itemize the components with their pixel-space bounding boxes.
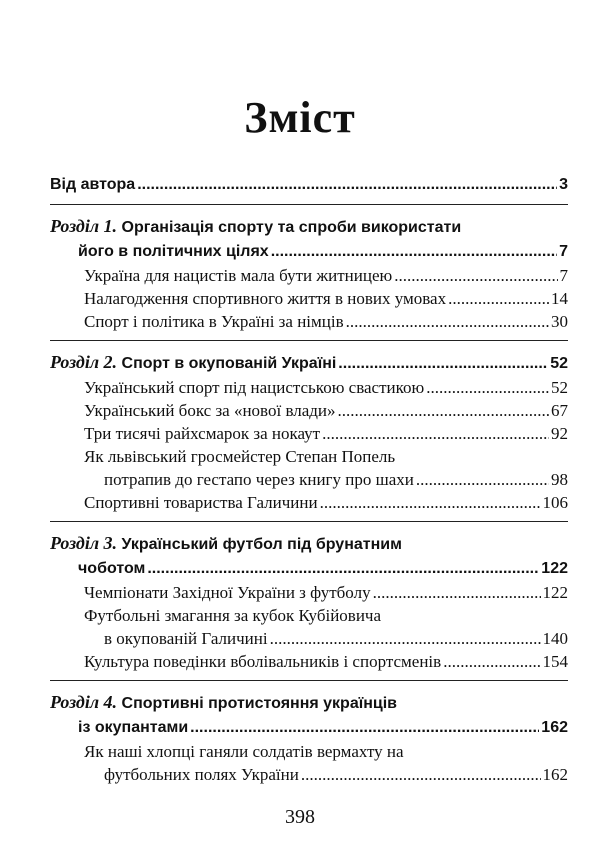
leader-dots — [271, 240, 557, 264]
leader-dots — [338, 399, 549, 422]
entry-label-continued: потрапив до гестапо через книгу про шахи — [104, 470, 414, 489]
chapter-number: Розділ 4. — [50, 692, 118, 712]
toc-chapter-1[interactable] — [50, 214, 568, 333]
entry-label-continued: футбольних полях України — [104, 765, 299, 784]
chapter-number: Розділ 1. — [50, 216, 118, 236]
leader-dots — [301, 763, 541, 786]
entry-label: Культура поведінки вболівальників і спортсменів — [84, 652, 442, 671]
entry-page: 106 — [542, 493, 568, 512]
chapter-number: Розділ 2. — [50, 352, 118, 372]
chapter-page: 7 — [559, 243, 568, 260]
chapter-page: 52 — [550, 355, 568, 372]
entry-label: Налагодження спортивного життя в нових умовах — [84, 289, 447, 308]
leader-dots — [426, 376, 549, 399]
toc-entry[interactable] — [84, 264, 568, 287]
divider — [50, 340, 568, 341]
toc-entry[interactable] — [84, 604, 568, 650]
entry-label: Як львівський гросмейстер Степан Попель — [84, 447, 396, 466]
toc-entry[interactable] — [84, 287, 568, 310]
entry-label: Чемпіонати Західної України з футболу — [84, 583, 371, 602]
chapter-title-line1: Спорт в окупованій Україні — [121, 355, 337, 372]
entry-page: 92 — [551, 424, 568, 443]
entry-page: 30 — [551, 312, 568, 331]
entry-label: Три тисячі райхсмарок за нокаут — [84, 424, 321, 443]
toc-chapter-3[interactable] — [50, 531, 568, 673]
leader-dots — [147, 557, 539, 581]
leader-dots — [270, 627, 541, 650]
entry-page: 14 — [551, 289, 568, 308]
toc-entry[interactable] — [84, 376, 568, 399]
entry-page: 122 — [542, 583, 568, 602]
toc-entry[interactable] — [84, 422, 568, 445]
leader-dots — [448, 287, 549, 310]
table-of-contents — [50, 173, 568, 786]
entry-page: 140 — [542, 629, 568, 648]
toc-intro-label: Від автора — [50, 176, 136, 193]
leader-dots — [443, 650, 540, 673]
chapter-page: 162 — [541, 719, 568, 736]
leader-dots — [416, 468, 549, 491]
leader-dots — [346, 310, 549, 333]
leader-dots — [190, 716, 539, 740]
entry-page: 7 — [559, 266, 568, 285]
toc-chapter-2[interactable] — [50, 350, 568, 514]
toc-entry[interactable] — [84, 399, 568, 422]
entry-label: Як наші хлопці ганяли солдатів вермахту на — [84, 742, 404, 761]
toc-intro[interactable] — [50, 173, 568, 197]
leader-dots — [338, 352, 548, 376]
entry-page: 67 — [551, 401, 568, 420]
chapter-title-line2: чоботом — [78, 560, 146, 577]
entry-page: 52 — [551, 378, 568, 397]
chapter-title-line2: його в політичних цілях — [78, 243, 269, 260]
leader-dots — [373, 581, 541, 604]
entry-label: Український бокс за «нової влади» — [84, 401, 336, 420]
divider — [50, 204, 568, 205]
entry-label: Спортивні товариства Галичини — [84, 493, 318, 512]
entry-label: Футбольні змагання за кубок Кубійовича — [84, 606, 382, 625]
page-title: Зміст — [244, 93, 356, 142]
leader-dots — [320, 491, 541, 514]
leader-dots — [322, 422, 549, 445]
entry-label: Спорт і політика в Україні за німців — [84, 312, 344, 331]
chapter-number: Розділ 3. — [50, 533, 118, 553]
entry-page: 162 — [542, 765, 568, 784]
divider — [50, 680, 568, 681]
page-number: 398 — [285, 806, 315, 828]
entry-label: Український спорт під нацистською свастикою — [84, 378, 425, 397]
toc-entry[interactable] — [84, 581, 568, 604]
chapter-title-line1: Спортивні протистояння українців — [121, 695, 398, 712]
toc-entry[interactable] — [84, 650, 568, 673]
toc-entry[interactable] — [84, 740, 568, 786]
toc-entry[interactable] — [84, 491, 568, 514]
toc-entry[interactable] — [84, 445, 568, 491]
entry-label-continued: в окупованій Галичині — [104, 629, 268, 648]
entry-page: 98 — [551, 470, 568, 489]
toc-chapter-4[interactable] — [50, 690, 568, 786]
chapter-title-line1: Український футбол під брунатним — [121, 536, 402, 553]
chapter-title-line1: Організація спорту та спроби використати — [121, 219, 462, 236]
leader-dots — [137, 173, 557, 197]
entry-page: 154 — [542, 652, 568, 671]
chapter-page: 122 — [541, 560, 568, 577]
leader-dots — [394, 264, 557, 287]
chapter-title-line2: із окупантами — [78, 719, 189, 736]
toc-entry[interactable] — [84, 310, 568, 333]
entry-label: Україна для нацистів мала бути житницею — [84, 266, 393, 285]
toc-intro-page: 3 — [559, 176, 568, 193]
divider — [50, 521, 568, 522]
